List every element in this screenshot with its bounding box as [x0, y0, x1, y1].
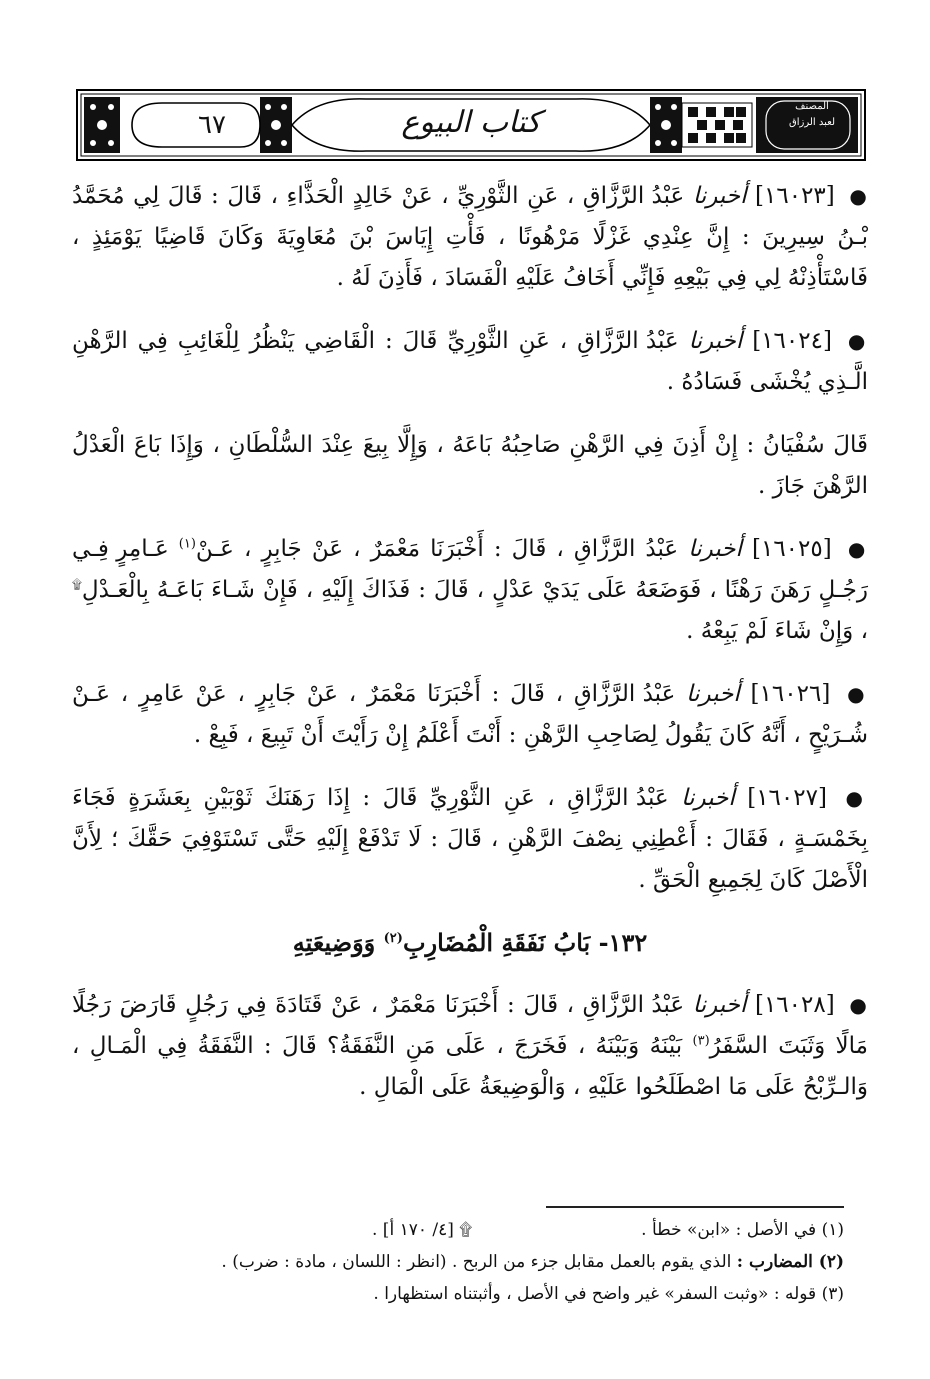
akhbarana-word: أخبرنا	[692, 183, 747, 209]
hadith-text-part-a: عَبْدُ الرَّزَّاقِ ، قَالَ : أَخْبَرَنَا مَعْمَرٌ ، عَنْ قَتَادَةَ فِي رَجُلٍ قَارَضَ رَجُلًا مَالًا وَثَبَتَ السَّفَرُ	[72, 992, 868, 1059]
hadith-16023	[72, 176, 868, 299]
bullet-icon: ●	[847, 537, 869, 561]
footnote-ref-1: (١)	[178, 536, 196, 552]
footnote-row-1	[72, 1214, 844, 1246]
folio-reference: ۩ [٤/ ١٧٠ أ] .	[372, 1220, 473, 1240]
hadith-number: [١٦٠٢٦]	[750, 681, 831, 707]
seal-line-2: لعبد الرزاق	[788, 117, 836, 128]
bullet-icon: ●	[849, 184, 869, 208]
hadith-text-part-c: ، وَإِنْ شَاءَ لَمْ يَبِعْهُ .	[686, 618, 868, 644]
footnotes	[72, 1214, 844, 1310]
hadith-text: عَبْدُ الرَّزَّاقِ ، عَنِ الثَّوْرِيِّ ، عَنْ خَالِدٍ الْحَذَّاءِ ، قَالَ : قَالَ لِي مُحَمَّدُ بْـنُ سِيرِينَ : إِنَّ عِنْدِي غَزْلًا مَرْهُونًا ، فَأْتِ إِيَاسَ بْنَ مُعَاوِيَةَ وَكَانَ قَاضِيًا يَوْمَئِذٍ ، فَاسْتَأْذِنْهُ لِي فِي بَيْعِهِ فَإِنِّي أَخَافُ عَلَيْهِ الْفَسَادَ ، فَأَذِنَ لَهُ .	[72, 183, 868, 291]
footnote-2-text: الذي يقوم بالعمل مقابل جزء من الربح . (انظر : اللسان ، مادة : ضرب) .	[221, 1252, 732, 1272]
hadith-text-part-b: عَـامِرٍ فِـي رَجُـلٍ رَهَنَ رَهْنًا ، فَوَضَعَهُ عَلَى يَدَيْ عَدْلٍ ، قَالَ : فَذَاكَ إِلَيْهِ ، فَإِنْ شَـاءَ بَاعَـهُ بِالْعَـدْلِ	[72, 536, 868, 603]
hadith-text: عَبْدُ الرَّزَّاقِ ، قَالَ : أَخْبَرَنَا مَعْمَرٌ ، عَنْ جَابِرٍ ، عَنْ عَامِرٍ ، عَـنْ شُـرَيْحٍ ، أَنَّهُ كَانَ يَقُولُ لِصَاحِبِ الرَّهْنِ : أَنْتَ أَعْلَمُ إِنْ رَأَيْتَ أَنْ تَبِيعَ ، فَبِعْ .	[72, 681, 868, 748]
book-seal-logo	[772, 99, 852, 147]
akhbarana-word: أخبرنا	[688, 328, 743, 354]
chapter-heading-text-end: وَوَضِيعَتِهِ	[292, 928, 376, 957]
akhbarana-word: أخبرنا	[692, 992, 747, 1018]
footnote-1: (١) في الأصل : «ابن» خطأ .	[641, 1220, 844, 1240]
folio-mark-icon: ۩	[72, 577, 82, 593]
footnote-2	[72, 1246, 844, 1278]
hadith-number: [١٦٠٢٣]	[755, 183, 835, 209]
hadith-text-part-b: بَيْنَهُ وَبَيْنَهُ ، فَخَرَجَ ، عَلَى مَنِ النَّفَقَةُ؟ قَالَ : النَّفَقَةُ فِي الْمَـالِ ، وَالـرِّبْحُ عَلَى مَا اصْطَلَحُوا عَلَيْهِ ، وَالْوَضِيعَةُ عَلَى الْمَالِ .	[72, 1033, 868, 1100]
footnote-divider	[546, 1206, 844, 1208]
bullet-icon: ●	[847, 682, 868, 706]
hadith-text: عَبْدُ الرَّزَّاقِ ، عَنِ الثَّوْرِيِّ قَالَ : الْقَاضِي يَنْظُرُ لِلْغَائِبِ فِي الرَّهْنِ الَّـذِي يُخْشَى فَسَادُهُ .	[72, 328, 868, 395]
chapter-heading-text: ١٣٢- بَابُ نَفَقَةِ الْمُضَارِبِ	[402, 928, 648, 957]
footnote-ref-3: (٣)	[692, 1033, 710, 1049]
hadith-number: [١٦٠٢٧]	[747, 785, 827, 811]
hadith-16028	[72, 985, 868, 1108]
akhbarana-word: أخبرنا	[686, 681, 740, 707]
hadith-16024	[72, 321, 868, 403]
hadith-number: [١٦٠٢٨]	[754, 992, 835, 1018]
book-title: كتاب البيوع	[401, 105, 541, 140]
bullet-icon: ●	[845, 786, 869, 810]
seal-line-1: المصنف	[795, 101, 829, 112]
sufyan-comment: قَالَ سُفْيَانُ : إِنْ أَذِنَ فِي الرَّهْنِ صَاحِبُهُ بَاعَهُ ، وَإِلَّا بِيعَ عِنْدَ السُّلْطَانِ ، وَإِذَا بَاعَ الْعَدْلُ الرَّهْنَ جَازَ .	[72, 432, 868, 499]
bullet-icon: ●	[849, 993, 869, 1017]
chapter-heading	[72, 923, 868, 963]
running-header	[76, 89, 866, 161]
footnote-ref-2: (٢)	[383, 931, 403, 946]
hadith-number: [١٦٠٢٤]	[752, 328, 832, 354]
hadith-text: عَبْدُ الرَّزَّاقِ ، عَنِ الثَّوْرِيِّ قَالَ : إِذَا رَهَنَكَ ثَوْبَيْنِ بِعَشَرَةٍ فَجَاءَ بِخَمْسَـةٍ ، فَقَالَ : أَعْطِنِي نِصْفَ الرَّهْنِ ، قَالَ : لَا تَدْفَعْ إِلَيْهِ حَتَّى تَسْتَوْفِيَ حَقَّكَ ؛ لِأَنَّ الْأَصْلَ كَانَ لِجَمِيعِ الْحَقِّ .	[72, 785, 868, 893]
hadith-16026	[72, 674, 868, 756]
bullet-icon: ●	[847, 329, 869, 353]
hadith-16027	[72, 778, 868, 901]
akhbarana-word: أخبرنا	[681, 785, 735, 811]
footnote-2-label: (٢) المضارب :	[736, 1252, 844, 1272]
main-text	[72, 176, 868, 1130]
page-number: ٦٧	[198, 110, 226, 140]
hadith-text-part-a: عَبْدُ الرَّزَّاقِ ، قَالَ : أَخْبَرَنَا مَعْمَرٌ ، عَنْ جَابِرٍ ، عَـنْ	[195, 536, 679, 562]
akhbarana-word: أخبرنا	[688, 536, 742, 562]
hadith-number: [١٦٠٢٥]	[751, 536, 832, 562]
hadith-16025	[72, 529, 868, 652]
footnote-3: (٣) قوله : «وثبت السفر» غير واضح في الأصل ، وأثبتناه استظهارا .	[373, 1284, 844, 1304]
